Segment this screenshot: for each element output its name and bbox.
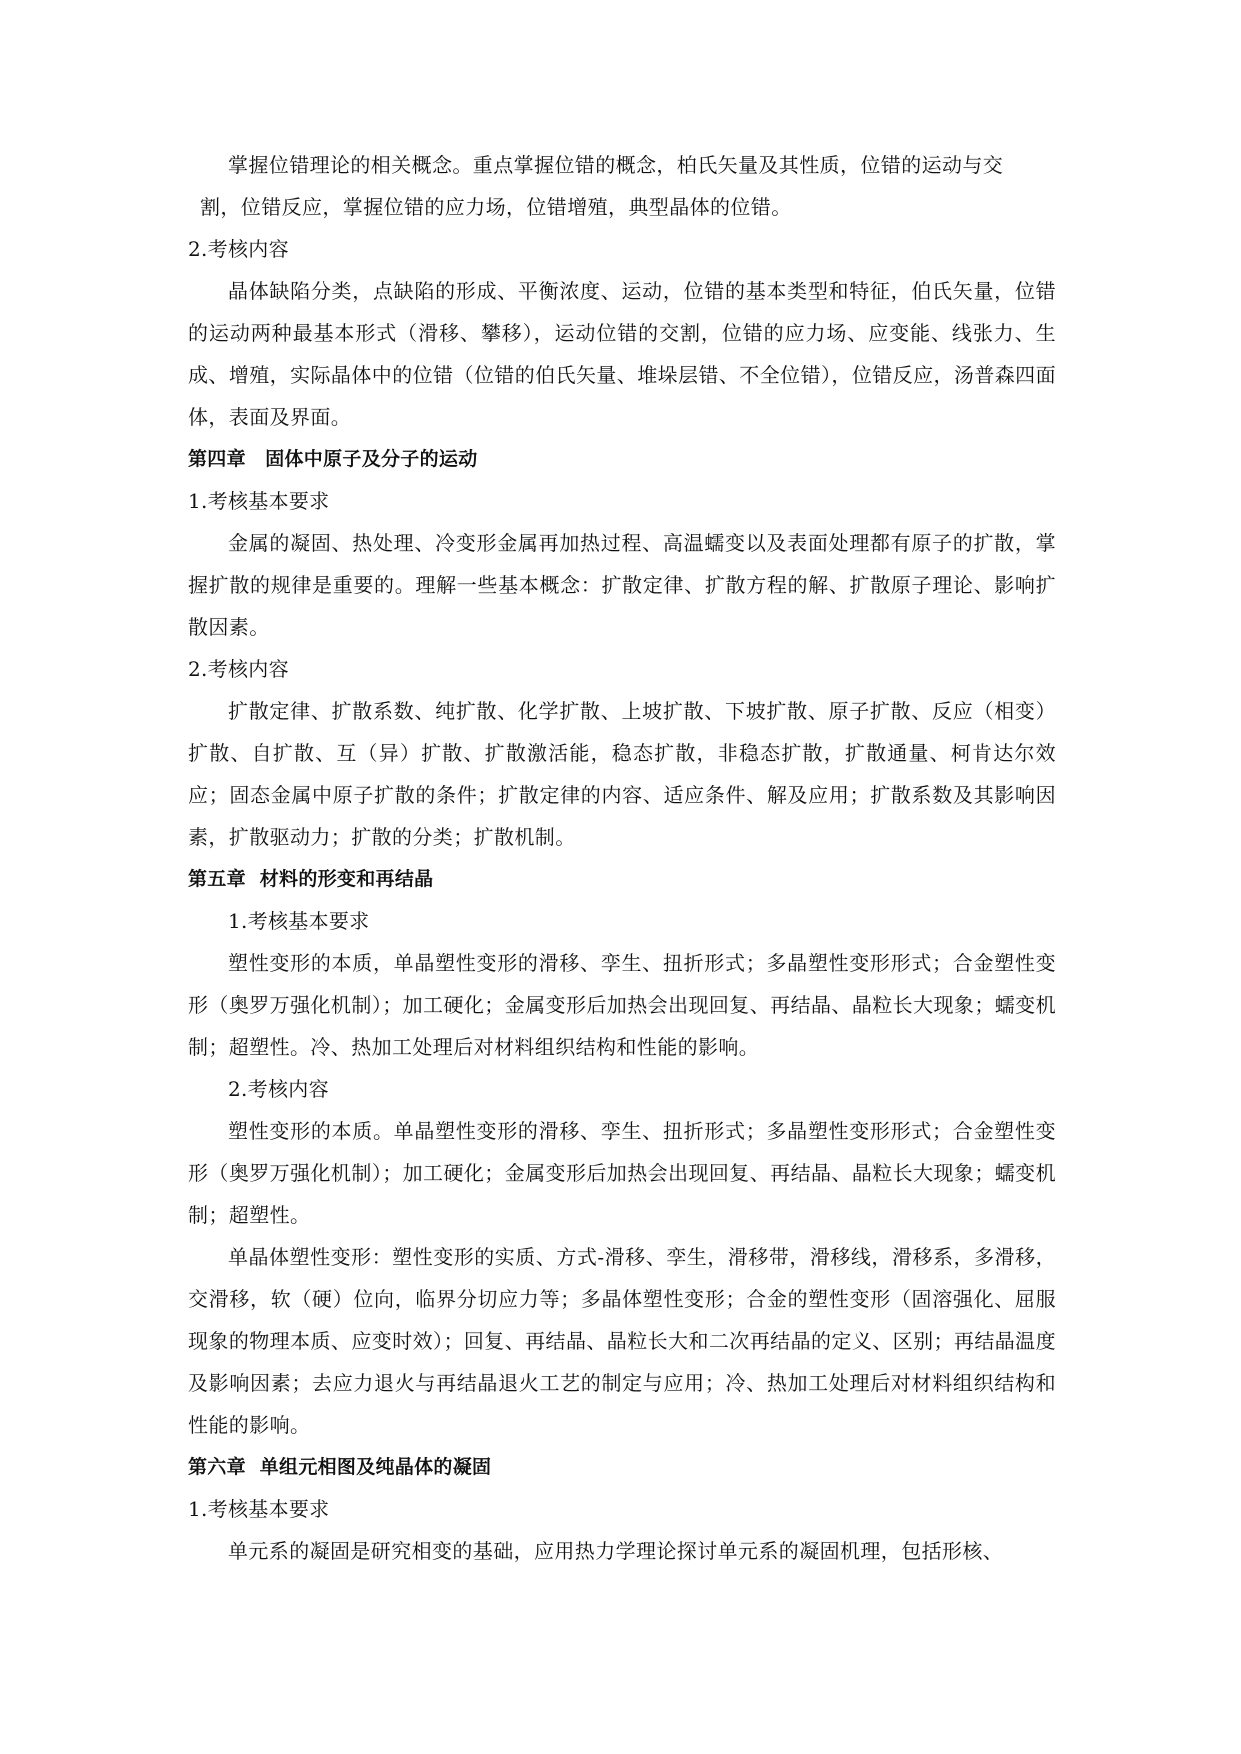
ch3-content-label: 2.考核内容 [188,237,289,261]
ch6-requirement-label: 1.考核基本要求 [188,1497,330,1521]
ch5-requirement-label: 1.考核基本要求 [228,909,370,933]
ch4-content-text: 扩散定律、扩散系数、纯扩散、化学扩散、上坡扩散、下坡扩散、原子扩散、反应（相变）扩散、自扩散、互（异）扩散、扩散激活能，稳态扩散，非稳态扩散，扩散通量、柯肯达尔效应；固态金属中原子扩散的条件；扩散定律的内容、适应条件、解及应用；扩散系数及其影响因素，扩散驱动力；扩散的分类；扩散机制。 [188,699,1056,849]
chapter-4-title: 第四章 固体中原子及分子的运动 [188,448,478,470]
chapter-6-title: 第六章 单组元相图及纯晶体的凝固 [188,1456,492,1478]
ch3-content-text: 晶体缺陷分类，点缺陷的形成、平衡浓度、运动，位错的基本类型和特征，伯氏矢量，位错的运动两种最基本形式（滑移、攀移），运动位错的交割，位错的应力场、应变能、线张力、生成、增殖，实际晶体中的位错（位错的伯氏矢量、堆垛层错、不全位错），位错反应，汤普森四面体，表面及界面。 [188,279,1056,429]
document-body [188,144,1056,1572]
chapter-5-title: 第五章 材料的形变和再结晶 [188,868,434,890]
ch5-content-text: 塑性变形的本质。单晶塑性变形的滑移、孪生、扭折形式；多晶塑性变形形式；合金塑性变形（奥罗万强化机制）；加工硬化；金属变形后加热会出现回复、再结晶、晶粒长大现象；蠕变机制；超塑性。 [188,1119,1056,1227]
ch4-requirement-text: 金属的凝固、热处理、冷变形金属再加热过程、高温蠕变以及表面处理都有原子的扩散，掌握扩散的规律是重要的。理解一些基本概念：扩散定律、扩散方程的解、扩散原子理论、影响扩散因素。 [188,531,1056,639]
ch4-requirement-label: 1.考核基本要求 [188,489,330,513]
ch5-requirement-text: 塑性变形的本质，单晶塑性变形的滑移、孪生、扭折形式；多晶塑性变形形式；合金塑性变形（奥罗万强化机制）；加工硬化；金属变形后加热会出现回复、再结晶、晶粒长大现象；蠕变机制；超塑性。冷、热加工处理后对材料组织结构和性能的影响。 [188,951,1056,1059]
ch6-requirement-text: 单元系的凝固是研究相变的基础，应用热力学理论探讨单元系的凝固机理，包括形核、 [228,1539,1004,1563]
ch5-content-text-2: 单晶体塑性变形：塑性变形的实质、方式-滑移、孪生，滑移带，滑移线，滑移系，多滑移，交滑移，软（硬）位向，临界分切应力等；多晶体塑性变形；合金的塑性变形（固溶强化、屈服现象的物理本质、应变时效）；回复、再结晶、晶粒长大和二次再结晶的定义、区别；再结晶温度及影响因素；去应力退火与再结晶退火工艺的制定与应用；冷、热加工处理后对材料组织结构和性能的影响。 [188,1245,1056,1437]
ch3-requirement-line-1: 掌握位错理论的相关概念。重点掌握位错的概念，柏氏矢量及其性质，位错的运动与交 [228,153,1004,177]
ch4-content-label: 2.考核内容 [188,657,289,681]
ch5-content-label: 2.考核内容 [228,1077,329,1101]
ch3-requirement-line-2: 割，位错反应，掌握位错的应力场，位错增殖，典型晶体的位错。 [200,195,792,219]
